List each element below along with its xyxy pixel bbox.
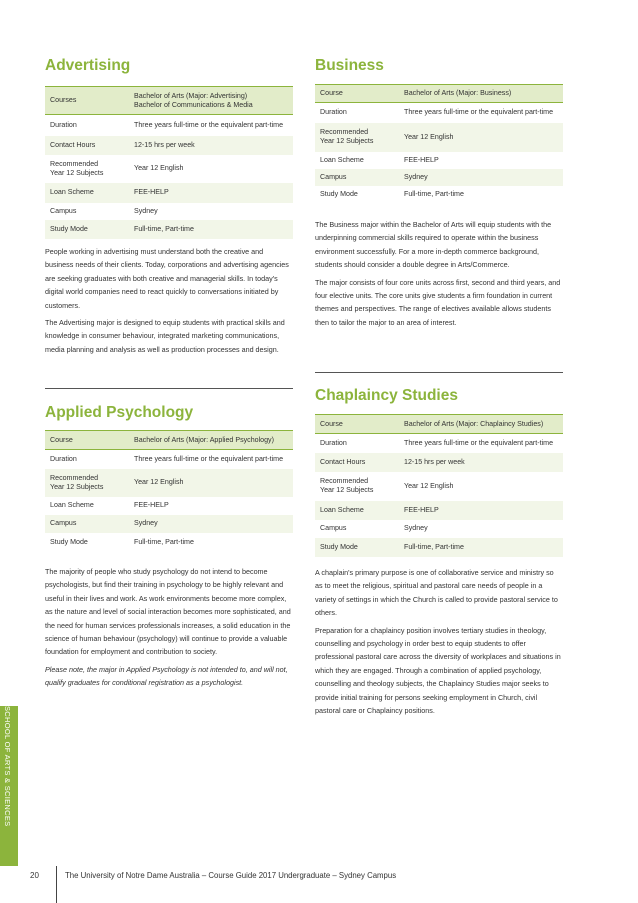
row-value: Sydney (134, 206, 158, 215)
row-label: Recommended Year 12 Subjects (315, 123, 399, 152)
row-value: Full-time, Part-time (129, 220, 293, 239)
row-value: Full-time, Part-time (404, 190, 464, 199)
business-body (315, 218, 563, 333)
row-label: Study Mode (45, 220, 129, 239)
table-row-contact-hours (45, 136, 293, 155)
table-row-loan (45, 497, 293, 515)
row-label: Recommended Year 12 Subjects (50, 159, 104, 177)
row-value: Three years full-time or the equivalent part-time (404, 438, 554, 447)
row-label: Loan Scheme (315, 501, 399, 520)
row-value: Three years full-time or the equivalent part-time (404, 108, 554, 117)
table-row-subjects (315, 123, 563, 152)
table-row-course (45, 87, 293, 115)
row-value: Bachelor of Arts (Major: Chaplaincy Studies) (399, 415, 563, 434)
row-label: Loan Scheme (45, 183, 129, 203)
table-row-course (45, 431, 293, 450)
row-label: Campus (315, 169, 399, 186)
table-row-course (315, 85, 563, 103)
row-label: Campus (45, 515, 129, 533)
row-value: 12-15 hrs per week (399, 453, 563, 472)
row-value: Sydney (404, 524, 428, 533)
row-value: Bachelor of Arts (Major: Applied Psychology) (129, 431, 293, 450)
table-row-duration (315, 434, 563, 453)
section-title-advertising: Advertising (45, 57, 131, 74)
row-value: FEE-HELP (399, 501, 563, 520)
row-value: FEE-HELP (134, 501, 169, 510)
row-value: FEE-HELP (129, 183, 293, 203)
table-row-campus (315, 520, 563, 538)
table-row-loan (45, 183, 293, 203)
row-label: Loan Scheme (50, 501, 94, 510)
row-value: Year 12 English (399, 123, 563, 152)
row-label: Loan Scheme (320, 155, 364, 164)
section-title-business: Business (315, 57, 384, 74)
table-row-study-mode (45, 220, 293, 239)
footer-text: The University of Notre Dame Australia – Course Guide 2017 Undergraduate – Sydney Campus (65, 871, 397, 880)
row-value: Year 12 English (129, 469, 293, 497)
table-row-study-mode (45, 533, 293, 552)
table-row-subjects (45, 155, 293, 183)
row-label: Contact Hours (315, 453, 399, 472)
row-value: Year 12 English (404, 481, 454, 490)
table-row-study-mode (315, 538, 563, 557)
row-label: Recommended Year 12 Subjects (45, 469, 129, 497)
school-side-tab (0, 706, 18, 866)
table-row-loan (315, 152, 563, 169)
row-value: Three years full-time or the equivalent part-time (134, 120, 284, 129)
row-value: 12-15 hrs per week (129, 136, 293, 155)
row-label: Duration (320, 108, 347, 117)
row-value: Bachelor of Arts (Major: Advertising) Bachelor of Communications & Media (129, 87, 293, 115)
table-row-contact-hours (315, 453, 563, 472)
paragraph: Preparation for a chaplaincy position involves tertiary studies in theology, counselling and psychology in order best to equip students to offer professional pastoral care across the diversity of workplaces and situations in which they are engaged. Through a combination of applied psychology, counselling and theology subjects, the Chaplaincy Studies major seeks to provide initial training for persons seeking employment in Church, civil pastoral care or Chaplaincy positions. (315, 625, 561, 716)
page-number: 20 (30, 871, 39, 880)
table-row-subjects (45, 469, 293, 497)
row-value: Bachelor of Arts (Major: Business) (399, 85, 563, 103)
table-row-course (315, 415, 563, 434)
paragraph: The majority of people who study psychology do not intend to become psychologists, but find their training in psychology to be highly relevant and useful in their lives and work. As work environments become more complex, as the nature and level of social interaction becomes more sophisticated, and the need for human services professionals increases, a solid education in the science of human behaviour (psychology) will continue to provide a valuable foundation for employment and contribution to society. (45, 567, 291, 657)
row-label: Course (315, 415, 399, 434)
table-row-duration (45, 115, 293, 136)
paragraph: The major consists of four core units across first, second and third years, and four elective units. The core units give students a firm foundation in current themes and perspectives. The range of electives available allows students then to tailor the major to an area of interest. (315, 277, 561, 327)
row-value: Full-time, Part-time (399, 538, 563, 557)
row-label: Campus (320, 524, 347, 533)
table-row-duration (315, 103, 563, 123)
note: Please note, the major in Applied Psychology is not intended to, and will not, qualify graduates for conditional registration as a psychologist. (45, 664, 288, 688)
chaplaincy-info-table (315, 414, 563, 557)
paragraph: A chaplain's primary purpose is one of collaborative service and ministry so as to meet the religious, spiritual and pastoral care needs of people in a variety of settings in which the Church is called to provide pastoral service to others. (315, 568, 558, 618)
section-title-applied-psychology: Applied Psychology (45, 404, 194, 421)
row-label: Study Mode (50, 537, 88, 546)
section-title-chaplaincy-studies: Chaplaincy Studies (315, 387, 458, 404)
row-value: Full-time, Part-time (134, 537, 194, 546)
table-row-campus (45, 203, 293, 220)
row-label: Campus (50, 206, 77, 215)
row-value: Year 12 English (134, 164, 184, 173)
advertising-info-table (45, 86, 293, 239)
row-value: Three years full-time or the equivalent part-time (134, 454, 284, 463)
psychology-info-table (45, 430, 293, 552)
row-label: Course (45, 431, 129, 450)
paragraph: The Advertising major is designed to equip students with practical skills and knowledge in consumer behaviour, integrated marketing communications, media planning and analysis as well as production processes and design. (45, 318, 285, 354)
row-label: Study Mode (315, 538, 399, 557)
row-label: Duration (50, 454, 77, 463)
row-value: Sydney (129, 515, 293, 533)
table-row-duration (45, 450, 293, 469)
table-row-study-mode (315, 186, 563, 204)
advertising-body (45, 245, 293, 360)
table-row-campus (315, 169, 563, 186)
row-value: FEE-HELP (404, 155, 439, 164)
business-info-table (315, 84, 563, 204)
row-label: Course (315, 85, 399, 103)
row-label: Recommended Year 12 Subjects (320, 477, 374, 494)
row-value: Sydney (399, 169, 563, 186)
paragraph: The Business major within the Bachelor of Arts will equip students with the underpinning commercial skills required to operate within the business environment successfully. For a more in-depth commerce background, students should consider a double degree in Arts/Commerce. (315, 220, 552, 270)
row-label: Duration (50, 120, 77, 129)
footer-divider (56, 866, 57, 903)
row-label: Duration (320, 438, 347, 447)
paragraph: People working in advertising must understand both the creative and business needs of their clients. Today, corporations and advertising agencies are seeking graduates with both creative and managerial skills. In today's digital world companies need to react quickly to conversations initiated by customers. (45, 247, 289, 310)
school-side-tab-label: SCHOOL OF ARTS & SCIENCES (3, 706, 12, 827)
section-divider (315, 372, 563, 373)
table-row-subjects (315, 472, 563, 501)
row-label: Contact Hours (45, 136, 129, 155)
table-row-campus (45, 515, 293, 533)
table-row-loan (315, 501, 563, 520)
psychology-body (45, 565, 293, 694)
chaplaincy-body (315, 566, 563, 721)
section-divider (45, 388, 293, 389)
row-label: Study Mode (320, 190, 358, 199)
row-label: Courses (45, 87, 129, 115)
